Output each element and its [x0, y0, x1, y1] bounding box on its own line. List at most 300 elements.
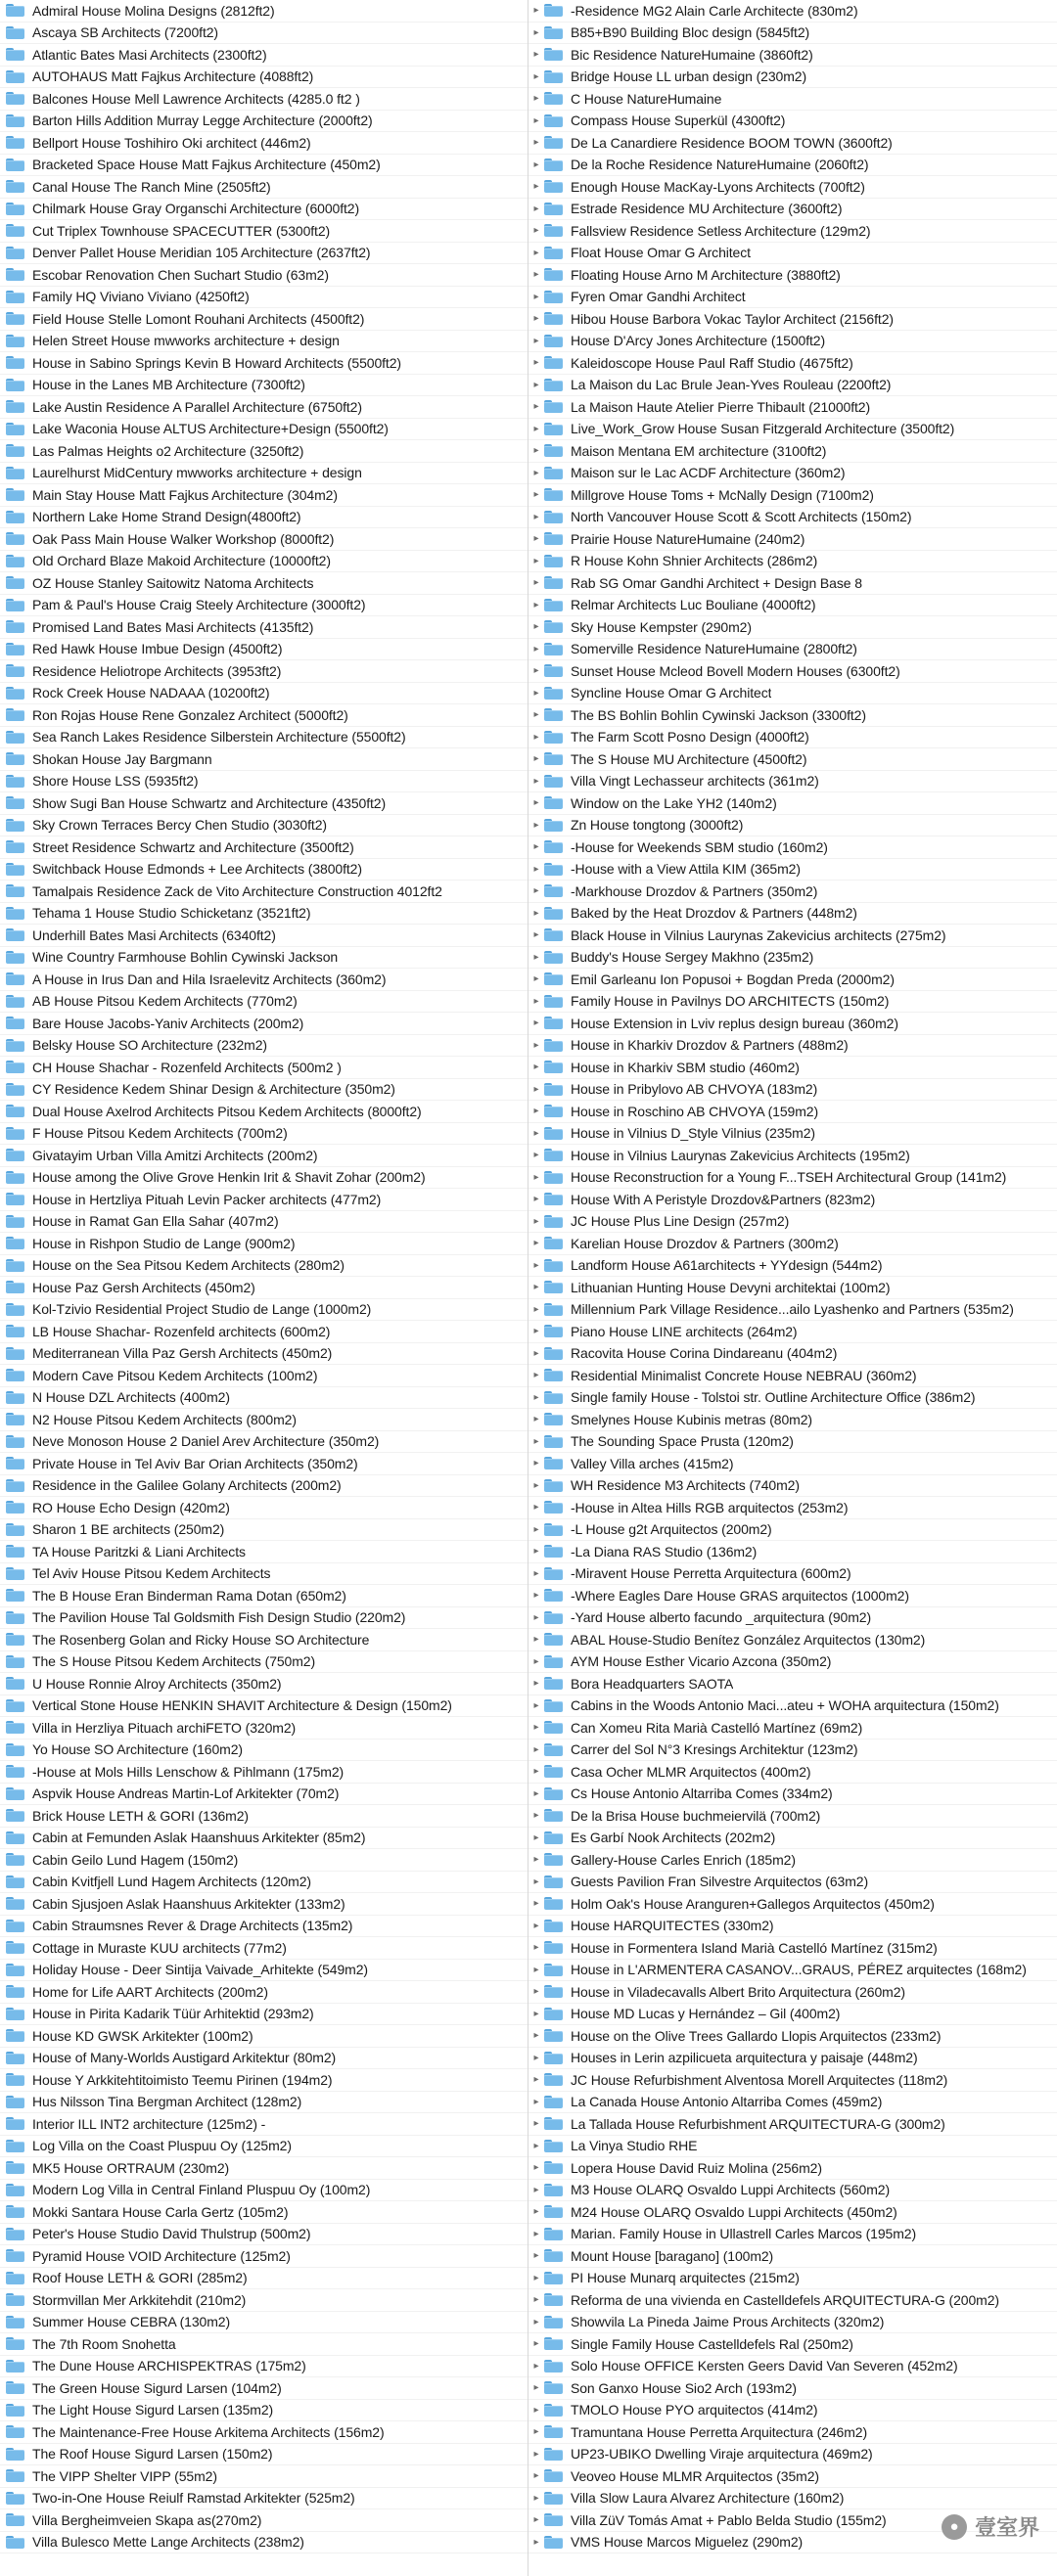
folder-row[interactable]	[528, 0, 1057, 23]
folder-row[interactable]	[528, 1563, 1057, 1586]
folder-row[interactable]	[0, 199, 528, 221]
disclosure-triangle-icon[interactable]: ▸	[533, 181, 539, 193]
disclosure-triangle-icon[interactable]: ▸	[533, 2140, 539, 2151]
disclosure-triangle-icon[interactable]: ▸	[533, 1303, 539, 1315]
disclosure-triangle-icon[interactable]: ▸	[533, 709, 539, 721]
folder-row[interactable]	[528, 1211, 1057, 1234]
folder-row[interactable]	[0, 639, 528, 661]
disclosure-triangle-icon[interactable]: ▸	[533, 2096, 539, 2107]
disclosure-triangle-icon[interactable]: ▸	[533, 467, 539, 478]
folder-row[interactable]	[0, 1255, 528, 1278]
folder-row[interactable]	[0, 308, 528, 331]
folder-row[interactable]	[528, 484, 1057, 507]
folder-row[interactable]	[0, 1057, 528, 1079]
disclosure-triangle-icon[interactable]: ▸	[533, 2448, 539, 2460]
folder-row[interactable]	[0, 1695, 528, 1718]
disclosure-triangle-icon[interactable]: ▸	[533, 1238, 539, 1249]
folder-row[interactable]	[528, 881, 1057, 903]
folder-row[interactable]	[0, 44, 528, 67]
disclosure-triangle-icon[interactable]: ▸	[533, 1678, 539, 1690]
folder-row[interactable]	[528, 1717, 1057, 1740]
folder-row[interactable]	[528, 1805, 1057, 1828]
disclosure-triangle-icon[interactable]: ▸	[533, 1171, 539, 1183]
folder-row[interactable]	[528, 660, 1057, 683]
folder-row[interactable]	[528, 2444, 1057, 2466]
folder-row[interactable]	[0, 176, 528, 199]
folder-row[interactable]	[0, 352, 528, 375]
folder-row[interactable]	[528, 815, 1057, 837]
folder-row[interactable]	[0, 1079, 528, 1102]
disclosure-triangle-icon[interactable]: ▸	[533, 2052, 539, 2063]
disclosure-triangle-icon[interactable]: ▸	[533, 2404, 539, 2416]
folder-row[interactable]	[0, 881, 528, 903]
folder-row[interactable]	[528, 67, 1057, 89]
folder-row[interactable]	[0, 595, 528, 617]
folder-row[interactable]	[0, 1740, 528, 1762]
folder-row[interactable]	[0, 375, 528, 397]
folder-row[interactable]	[528, 2289, 1057, 2312]
folder-row[interactable]	[528, 1189, 1057, 1211]
folder-row[interactable]	[0, 2004, 528, 2026]
folder-row[interactable]	[0, 1167, 528, 1190]
folder-row[interactable]	[528, 947, 1057, 970]
folder-row[interactable]	[528, 1013, 1057, 1035]
folder-row[interactable]	[0, 220, 528, 243]
disclosure-triangle-icon[interactable]: ▸	[533, 1039, 539, 1051]
folder-row[interactable]	[528, 1916, 1057, 1938]
disclosure-triangle-icon[interactable]: ▸	[533, 2074, 539, 2086]
folder-row[interactable]	[0, 111, 528, 133]
folder-row[interactable]	[528, 1387, 1057, 1410]
folder-row[interactable]	[528, 1167, 1057, 1190]
folder-row[interactable]	[0, 463, 528, 485]
disclosure-triangle-icon[interactable]: ▸	[533, 841, 539, 853]
folder-row[interactable]	[528, 1893, 1057, 1916]
disclosure-triangle-icon[interactable]: ▸	[533, 1414, 539, 1425]
folder-row[interactable]	[528, 1321, 1057, 1343]
folder-row[interactable]	[528, 2224, 1057, 2246]
folder-row[interactable]	[0, 2312, 528, 2334]
disclosure-triangle-icon[interactable]: ▸	[533, 1127, 539, 1139]
folder-row[interactable]	[528, 1541, 1057, 1563]
folder-row[interactable]	[0, 507, 528, 529]
folder-row[interactable]	[0, 331, 528, 353]
folder-row[interactable]	[528, 1123, 1057, 1146]
disclosure-triangle-icon[interactable]: ▸	[533, 1546, 539, 1558]
disclosure-triangle-icon[interactable]: ▸	[533, 1106, 539, 1117]
disclosure-triangle-icon[interactable]: ▸	[533, 2514, 539, 2526]
disclosure-triangle-icon[interactable]: ▸	[533, 445, 539, 457]
folder-row[interactable]	[528, 2356, 1057, 2378]
folder-row[interactable]	[0, 419, 528, 441]
disclosure-triangle-icon[interactable]: ▸	[533, 203, 539, 214]
disclosure-triangle-icon[interactable]: ▸	[533, 2338, 539, 2350]
folder-row[interactable]	[0, 836, 528, 859]
folder-row[interactable]	[528, 1761, 1057, 1784]
folder-row[interactable]	[0, 1673, 528, 1695]
folder-row[interactable]	[528, 616, 1057, 639]
folder-row[interactable]	[528, 220, 1057, 243]
folder-row[interactable]	[528, 88, 1057, 111]
folder-row[interactable]	[528, 1960, 1057, 1982]
folder-row[interactable]	[0, 1299, 528, 1322]
folder-row[interactable]	[528, 331, 1057, 353]
folder-row[interactable]	[528, 2157, 1057, 2180]
folder-row[interactable]	[528, 836, 1057, 859]
folder-row[interactable]	[0, 1585, 528, 1607]
disclosure-triangle-icon[interactable]: ▸	[533, 1370, 539, 1381]
folder-row[interactable]	[0, 484, 528, 507]
folder-row[interactable]	[0, 1189, 528, 1211]
folder-row[interactable]	[528, 2048, 1057, 2070]
folder-row[interactable]	[528, 264, 1057, 287]
folder-row[interactable]	[528, 176, 1057, 199]
folder-row[interactable]	[0, 2421, 528, 2444]
disclosure-triangle-icon[interactable]: ▸	[533, 2272, 539, 2283]
disclosure-triangle-icon[interactable]: ▸	[533, 357, 539, 369]
folder-row[interactable]	[0, 903, 528, 926]
disclosure-triangle-icon[interactable]: ▸	[533, 1876, 539, 1887]
folder-row[interactable]	[0, 991, 528, 1014]
folder-row[interactable]	[528, 969, 1057, 991]
disclosure-triangle-icon[interactable]: ▸	[533, 1831, 539, 1843]
folder-row[interactable]	[528, 287, 1057, 309]
folder-row[interactable]	[528, 683, 1057, 705]
disclosure-triangle-icon[interactable]: ▸	[533, 291, 539, 302]
folder-row[interactable]	[528, 1233, 1057, 1255]
disclosure-triangle-icon[interactable]: ▸	[533, 2228, 539, 2239]
disclosure-triangle-icon[interactable]: ▸	[533, 247, 539, 258]
folder-row[interactable]	[528, 463, 1057, 485]
disclosure-triangle-icon[interactable]: ▸	[533, 1391, 539, 1403]
disclosure-triangle-icon[interactable]: ▸	[533, 1854, 539, 1866]
disclosure-triangle-icon[interactable]: ▸	[533, 1062, 539, 1073]
folder-row[interactable]	[0, 2136, 528, 2158]
folder-row[interactable]	[528, 2201, 1057, 2224]
folder-row[interactable]	[0, 1211, 528, 1234]
folder-row[interactable]	[0, 683, 528, 705]
disclosure-triangle-icon[interactable]: ▸	[533, 1523, 539, 1535]
folder-row[interactable]	[0, 2465, 528, 2488]
folder-row[interactable]	[528, 44, 1057, 67]
disclosure-triangle-icon[interactable]: ▸	[533, 335, 539, 346]
folder-row[interactable]	[528, 1784, 1057, 1806]
folder-row[interactable]	[528, 1409, 1057, 1431]
disclosure-triangle-icon[interactable]: ▸	[533, 1347, 539, 1359]
folder-row[interactable]	[528, 1079, 1057, 1102]
folder-row[interactable]	[528, 1585, 1057, 1607]
folder-row[interactable]	[0, 528, 528, 551]
folder-row[interactable]	[0, 1387, 528, 1410]
folder-row[interactable]	[0, 572, 528, 595]
folder-row[interactable]	[0, 2092, 528, 2114]
disclosure-triangle-icon[interactable]: ▸	[533, 1942, 539, 1954]
disclosure-triangle-icon[interactable]: ▸	[533, 49, 539, 61]
folder-row[interactable]	[528, 704, 1057, 727]
folder-row[interactable]	[0, 1497, 528, 1519]
folder-row[interactable]	[0, 264, 528, 287]
disclosure-triangle-icon[interactable]: ▸	[533, 1920, 539, 1931]
disclosure-triangle-icon[interactable]: ▸	[533, 2162, 539, 2174]
folder-row[interactable]	[0, 1145, 528, 1167]
folder-row[interactable]	[528, 2268, 1057, 2290]
folder-row[interactable]	[528, 1673, 1057, 1695]
folder-row[interactable]	[0, 1453, 528, 1475]
folder-row[interactable]	[528, 1872, 1057, 1894]
folder-row[interactable]	[0, 396, 528, 419]
folder-row[interactable]	[0, 704, 528, 727]
folder-row[interactable]	[0, 2201, 528, 2224]
disclosure-triangle-icon[interactable]: ▸	[533, 753, 539, 765]
folder-row[interactable]	[0, 2444, 528, 2466]
folder-row[interactable]	[0, 771, 528, 793]
folder-row[interactable]	[0, 1981, 528, 2004]
disclosure-triangle-icon[interactable]: ▸	[533, 1766, 539, 1778]
folder-row[interactable]	[0, 2333, 528, 2356]
folder-row[interactable]	[0, 0, 528, 23]
folder-row[interactable]	[0, 2488, 528, 2510]
folder-row[interactable]	[528, 528, 1057, 551]
folder-row[interactable]	[528, 243, 1057, 265]
folder-row[interactable]	[0, 2069, 528, 2092]
disclosure-triangle-icon[interactable]: ▸	[533, 2360, 539, 2372]
folder-row[interactable]	[528, 2465, 1057, 2488]
folder-row[interactable]	[0, 1277, 528, 1299]
disclosure-triangle-icon[interactable]: ▸	[533, 1964, 539, 1975]
folder-row[interactable]	[0, 1541, 528, 1563]
folder-row[interactable]	[528, 639, 1057, 661]
disclosure-triangle-icon[interactable]: ▸	[533, 621, 539, 633]
folder-row[interactable]	[0, 2245, 528, 2268]
folder-row[interactable]	[528, 1629, 1057, 1651]
folder-row[interactable]	[0, 1761, 528, 1784]
folder-row[interactable]	[528, 859, 1057, 881]
folder-row[interactable]	[528, 1519, 1057, 1542]
folder-row[interactable]	[528, 1057, 1057, 1079]
folder-row[interactable]	[0, 1916, 528, 1938]
disclosure-triangle-icon[interactable]: ▸	[533, 1435, 539, 1447]
folder-row[interactable]	[528, 2092, 1057, 2114]
disclosure-triangle-icon[interactable]: ▸	[533, 1655, 539, 1667]
disclosure-triangle-icon[interactable]: ▸	[533, 70, 539, 82]
folder-row[interactable]	[0, 1519, 528, 1542]
folder-row[interactable]	[0, 243, 528, 265]
disclosure-triangle-icon[interactable]: ▸	[533, 114, 539, 126]
disclosure-triangle-icon[interactable]: ▸	[533, 2250, 539, 2262]
disclosure-triangle-icon[interactable]: ▸	[533, 665, 539, 677]
folder-row[interactable]	[0, 2157, 528, 2180]
folder-row[interactable]	[528, 396, 1057, 419]
folder-row[interactable]	[0, 969, 528, 991]
disclosure-triangle-icon[interactable]: ▸	[533, 819, 539, 831]
disclosure-triangle-icon[interactable]: ▸	[533, 577, 539, 589]
folder-row[interactable]	[0, 1607, 528, 1630]
folder-row[interactable]	[528, 1299, 1057, 1322]
folder-row[interactable]	[0, 2377, 528, 2400]
folder-row[interactable]	[528, 2400, 1057, 2422]
disclosure-triangle-icon[interactable]: ▸	[533, 1479, 539, 1491]
disclosure-triangle-icon[interactable]: ▸	[533, 1083, 539, 1095]
folder-row[interactable]	[528, 375, 1057, 397]
folder-row[interactable]	[528, 2136, 1057, 2158]
disclosure-triangle-icon[interactable]: ▸	[533, 2316, 539, 2327]
folder-row[interactable]	[528, 1937, 1057, 1960]
folder-row[interactable]	[528, 2069, 1057, 2092]
folder-row[interactable]	[0, 727, 528, 749]
folder-row[interactable]	[0, 1828, 528, 1850]
folder-row[interactable]	[0, 616, 528, 639]
folder-row[interactable]	[528, 507, 1057, 529]
folder-row[interactable]	[0, 1035, 528, 1058]
folder-row[interactable]	[0, 792, 528, 815]
disclosure-triangle-icon[interactable]: ▸	[533, 26, 539, 38]
folder-row[interactable]	[0, 2224, 528, 2246]
disclosure-triangle-icon[interactable]: ▸	[533, 1699, 539, 1711]
folder-row[interactable]	[0, 2356, 528, 2378]
folder-row[interactable]	[0, 1475, 528, 1498]
disclosure-triangle-icon[interactable]: ▸	[533, 907, 539, 919]
folder-row[interactable]	[0, 1651, 528, 1674]
disclosure-triangle-icon[interactable]: ▸	[533, 1787, 539, 1799]
disclosure-triangle-icon[interactable]: ▸	[533, 929, 539, 941]
folder-row[interactable]	[0, 1937, 528, 1960]
folder-row[interactable]	[0, 2113, 528, 2136]
disclosure-triangle-icon[interactable]: ▸	[533, 951, 539, 963]
folder-row[interactable]	[0, 1321, 528, 1343]
folder-row[interactable]	[0, 1563, 528, 1586]
folder-row[interactable]	[528, 771, 1057, 793]
folder-row[interactable]	[528, 352, 1057, 375]
folder-row[interactable]	[0, 551, 528, 573]
folder-row[interactable]	[0, 1123, 528, 1146]
folder-row[interactable]	[528, 1651, 1057, 1674]
disclosure-triangle-icon[interactable]: ▸	[533, 1810, 539, 1822]
folder-row[interactable]	[528, 1035, 1057, 1058]
folder-row[interactable]	[0, 1409, 528, 1431]
folder-row[interactable]	[0, 67, 528, 89]
folder-row[interactable]	[528, 440, 1057, 463]
folder-row[interactable]	[0, 947, 528, 970]
folder-row[interactable]	[528, 727, 1057, 749]
folder-row[interactable]	[0, 1431, 528, 1454]
disclosure-triangle-icon[interactable]: ▸	[533, 137, 539, 149]
disclosure-triangle-icon[interactable]: ▸	[533, 1259, 539, 1271]
folder-row[interactable]	[528, 1981, 1057, 2004]
folder-row[interactable]	[528, 308, 1057, 331]
folder-row[interactable]	[528, 1497, 1057, 1519]
disclosure-triangle-icon[interactable]: ▸	[533, 401, 539, 413]
disclosure-triangle-icon[interactable]: ▸	[533, 1150, 539, 1161]
disclosure-triangle-icon[interactable]: ▸	[533, 1590, 539, 1602]
disclosure-triangle-icon[interactable]: ▸	[533, 643, 539, 655]
disclosure-triangle-icon[interactable]: ▸	[533, 313, 539, 325]
folder-row[interactable]	[528, 925, 1057, 947]
folder-row[interactable]	[528, 595, 1057, 617]
disclosure-triangle-icon[interactable]: ▸	[533, 2492, 539, 2504]
disclosure-triangle-icon[interactable]: ▸	[533, 1215, 539, 1227]
folder-row[interactable]	[0, 2268, 528, 2290]
disclosure-triangle-icon[interactable]: ▸	[533, 2030, 539, 2042]
disclosure-triangle-icon[interactable]: ▸	[533, 2536, 539, 2548]
folder-row[interactable]	[528, 111, 1057, 133]
folder-row[interactable]	[528, 1695, 1057, 1718]
folder-row[interactable]	[0, 2180, 528, 2202]
folder-row[interactable]	[0, 1805, 528, 1828]
disclosure-triangle-icon[interactable]: ▸	[533, 2206, 539, 2218]
folder-row[interactable]	[0, 287, 528, 309]
disclosure-triangle-icon[interactable]: ▸	[533, 1567, 539, 1579]
folder-row[interactable]	[0, 132, 528, 155]
folder-row[interactable]	[528, 419, 1057, 441]
folder-row[interactable]	[0, 1013, 528, 1035]
disclosure-triangle-icon[interactable]: ▸	[533, 995, 539, 1007]
folder-row[interactable]	[0, 660, 528, 683]
folder-row[interactable]	[528, 2113, 1057, 2136]
disclosure-triangle-icon[interactable]: ▸	[533, 1722, 539, 1734]
disclosure-triangle-icon[interactable]: ▸	[533, 2470, 539, 2482]
folder-row[interactable]	[528, 2025, 1057, 2048]
disclosure-triangle-icon[interactable]: ▸	[533, 731, 539, 743]
folder-row[interactable]	[528, 748, 1057, 771]
folder-row[interactable]	[528, 2488, 1057, 2510]
disclosure-triangle-icon[interactable]: ▸	[533, 797, 539, 809]
disclosure-triangle-icon[interactable]: ▸	[533, 1458, 539, 1469]
folder-row[interactable]	[528, 1828, 1057, 1850]
disclosure-triangle-icon[interactable]: ▸	[533, 599, 539, 610]
disclosure-triangle-icon[interactable]: ▸	[533, 158, 539, 170]
folder-row[interactable]	[0, 1784, 528, 1806]
folder-row[interactable]	[0, 925, 528, 947]
folder-row[interactable]	[0, 815, 528, 837]
disclosure-triangle-icon[interactable]: ▸	[533, 885, 539, 897]
folder-row[interactable]	[0, 1960, 528, 1982]
folder-row[interactable]	[0, 2048, 528, 2070]
folder-row[interactable]	[0, 859, 528, 881]
disclosure-triangle-icon[interactable]: ▸	[533, 533, 539, 545]
folder-row[interactable]	[528, 551, 1057, 573]
folder-row[interactable]	[528, 2377, 1057, 2400]
disclosure-triangle-icon[interactable]: ▸	[533, 1611, 539, 1623]
disclosure-triangle-icon[interactable]: ▸	[533, 1898, 539, 1910]
folder-row[interactable]	[0, 1629, 528, 1651]
folder-row[interactable]	[0, 2289, 528, 2312]
disclosure-triangle-icon[interactable]: ▸	[533, 1743, 539, 1755]
disclosure-triangle-icon[interactable]: ▸	[533, 511, 539, 522]
folder-row[interactable]	[528, 2333, 1057, 2356]
disclosure-triangle-icon[interactable]: ▸	[533, 775, 539, 787]
disclosure-triangle-icon[interactable]: ▸	[533, 2118, 539, 2130]
disclosure-triangle-icon[interactable]: ▸	[533, 1986, 539, 1998]
folder-row[interactable]	[528, 572, 1057, 595]
folder-row[interactable]	[528, 1607, 1057, 1630]
disclosure-triangle-icon[interactable]: ▸	[533, 269, 539, 281]
disclosure-triangle-icon[interactable]: ▸	[533, 1326, 539, 1337]
disclosure-triangle-icon[interactable]: ▸	[533, 379, 539, 390]
disclosure-triangle-icon[interactable]: ▸	[533, 5, 539, 17]
folder-row[interactable]	[528, 1343, 1057, 1366]
disclosure-triangle-icon[interactable]: ▸	[533, 2294, 539, 2306]
folder-row[interactable]	[0, 2400, 528, 2422]
folder-row[interactable]	[0, 88, 528, 111]
folder-row[interactable]	[528, 199, 1057, 221]
folder-row[interactable]	[528, 1277, 1057, 1299]
disclosure-triangle-icon[interactable]: ▸	[533, 93, 539, 105]
folder-row[interactable]	[528, 792, 1057, 815]
folder-row[interactable]	[528, 2004, 1057, 2026]
folder-row[interactable]	[0, 155, 528, 177]
folder-row[interactable]	[528, 1255, 1057, 1278]
disclosure-triangle-icon[interactable]: ▸	[533, 2426, 539, 2438]
